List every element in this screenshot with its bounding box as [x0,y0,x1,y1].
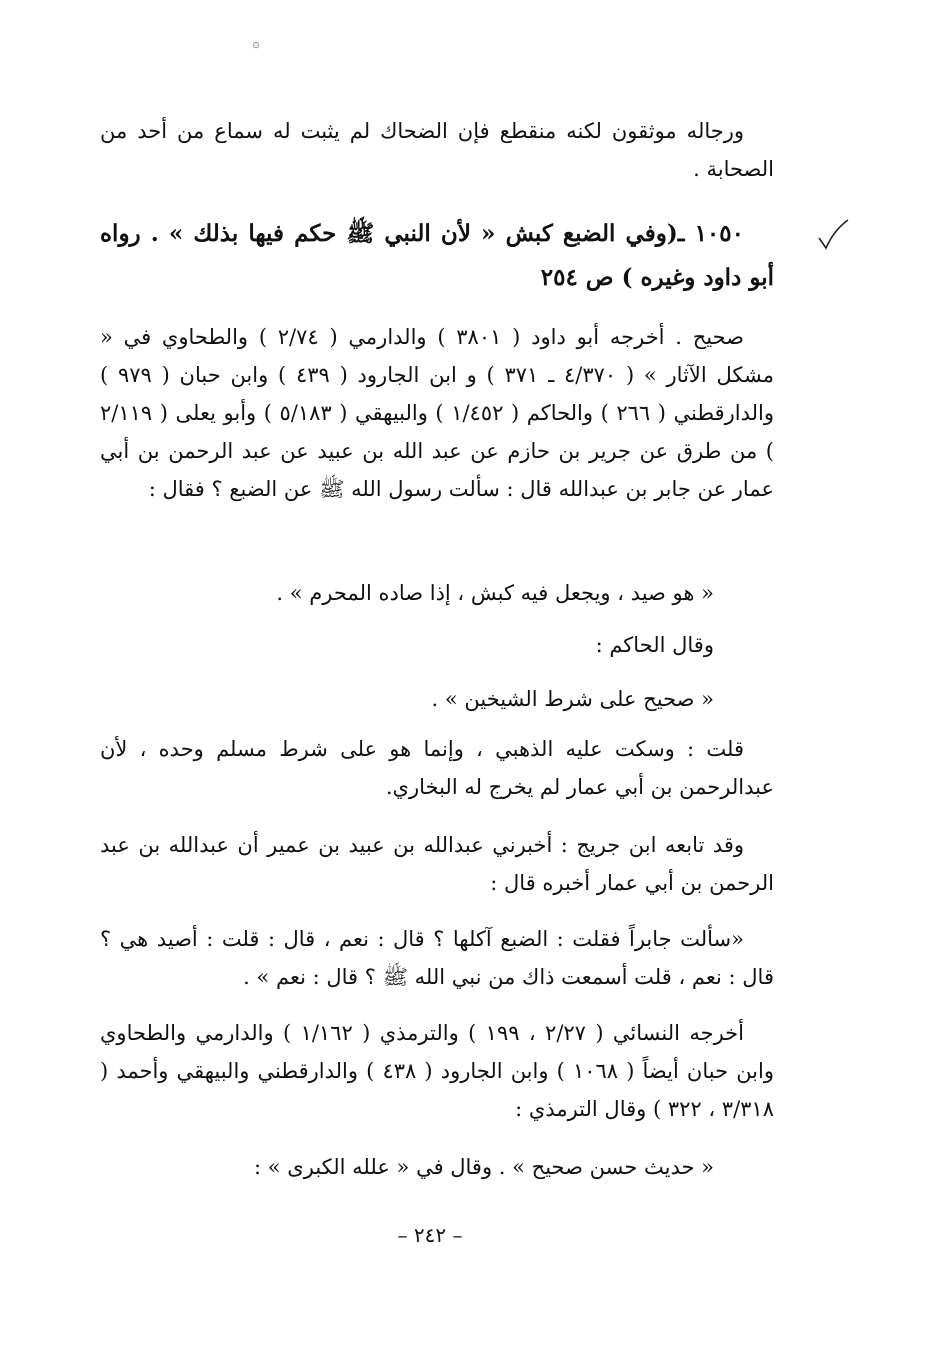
page-number: – ٢٤٢ – [397,1223,463,1247]
quote-hadith [100,574,774,612]
quote-tirmidhi [100,1148,774,1186]
quote-text: «سألت جابراً فقلت : الضبع آكلها ؟ قال : نعم ، قال : قلت : أصيد هي ؟ قال : نعم ، قلت أسمعت ذاك من نبي الله ﷺ ؟ قال : نعم » . [100,927,774,989]
paragraph-1 [100,112,774,188]
paragraph-qult [100,730,774,806]
hadith-heading-text: ١٠٥٠ ـ(وفي الضبع كبش « لأن النبي ﷺ حكم فيها بذلك » . رواه أبو داود وغيره ) ص ٢٥٤ [100,220,774,291]
paragraph-takhrij [100,318,774,508]
ornament-icon: ۞ [252,36,260,50]
quote-jabir [100,920,774,996]
quote-text: « صحيح على شرط الشيخين » . [431,687,714,711]
paragraph-mutaba [100,826,774,902]
checkmark-icon [816,218,850,252]
paragraph-text: وقد تابعه ابن جريج : أخبرني عبدالله بن عبيد بن عمير أن عبدالله بن عبد الرحمن بن أبي عمار أخبره قال : [100,833,774,895]
paragraph-text: وقال الحاكم : [595,633,714,657]
paragraph-nasai [100,1014,774,1128]
hadith-heading [100,212,774,300]
paragraph-text: أخرجه النسائي ( ٢/٢٧ ، ١٩٩ ) والترمذي ( ١/١٦٢ ) والدارمي والطحاوي وابن حبان أيضاً ( ١٠٦٨ ) وابن الجارود ( ٤٣٨ ) والدارقطني والبيهقي وأحمد ( ٣/٣١٨ ، ٣٢٢ ) وقال الترمذي : [100,1021,775,1121]
paragraph-text: قلت : وسكت عليه الذهبي ، وإنما هو على شرط مسلم وحده ، لأن عبدالرحمن بن أبي عمار لم يخرج له البخاري. [100,737,774,799]
paragraph-text: صحيح . أخرجه أبو داود ( ٣٨٠١ ) والدارمي ( ٢/٧٤ ) والطحاوي في « مشكل الآثار » ( ٤/٣٧٠ ـ ٣٧١ ) و ابن الجارود ( ٤٣٩ ) وابن حبان ( ٩٧٩ ) والدارقطني ( ٢٦٦ ) والحاكم ( ١/٤٥٢ ) والبيهقي ( ٥/١٨٣ ) وأبو يعلى ( ٢/١١٩ ) من طرق عن جرير بن حازم عن عبد الله بن عبيد عن عبد الرحمن بن أبي عمار عن جابر بن عبدالله قال : سألت رسول الله ﷺ عن الضبع ؟ فقال : [100,325,774,501]
quote-text: « حديث حسن صحيح » . وقال في « علله الكبرى » : [254,1155,714,1179]
paragraph-text: ورجاله موثقون لكنه منقطع فإن الضحاك لم يثبت له سماع من أحد من الصحابة . [100,119,774,181]
quote-text: « هو صيد ، ويجعل فيه كبش ، إذا صاده المحرم » . [276,581,714,605]
paragraph-hakim [100,626,774,664]
quote-sahih [100,680,774,718]
